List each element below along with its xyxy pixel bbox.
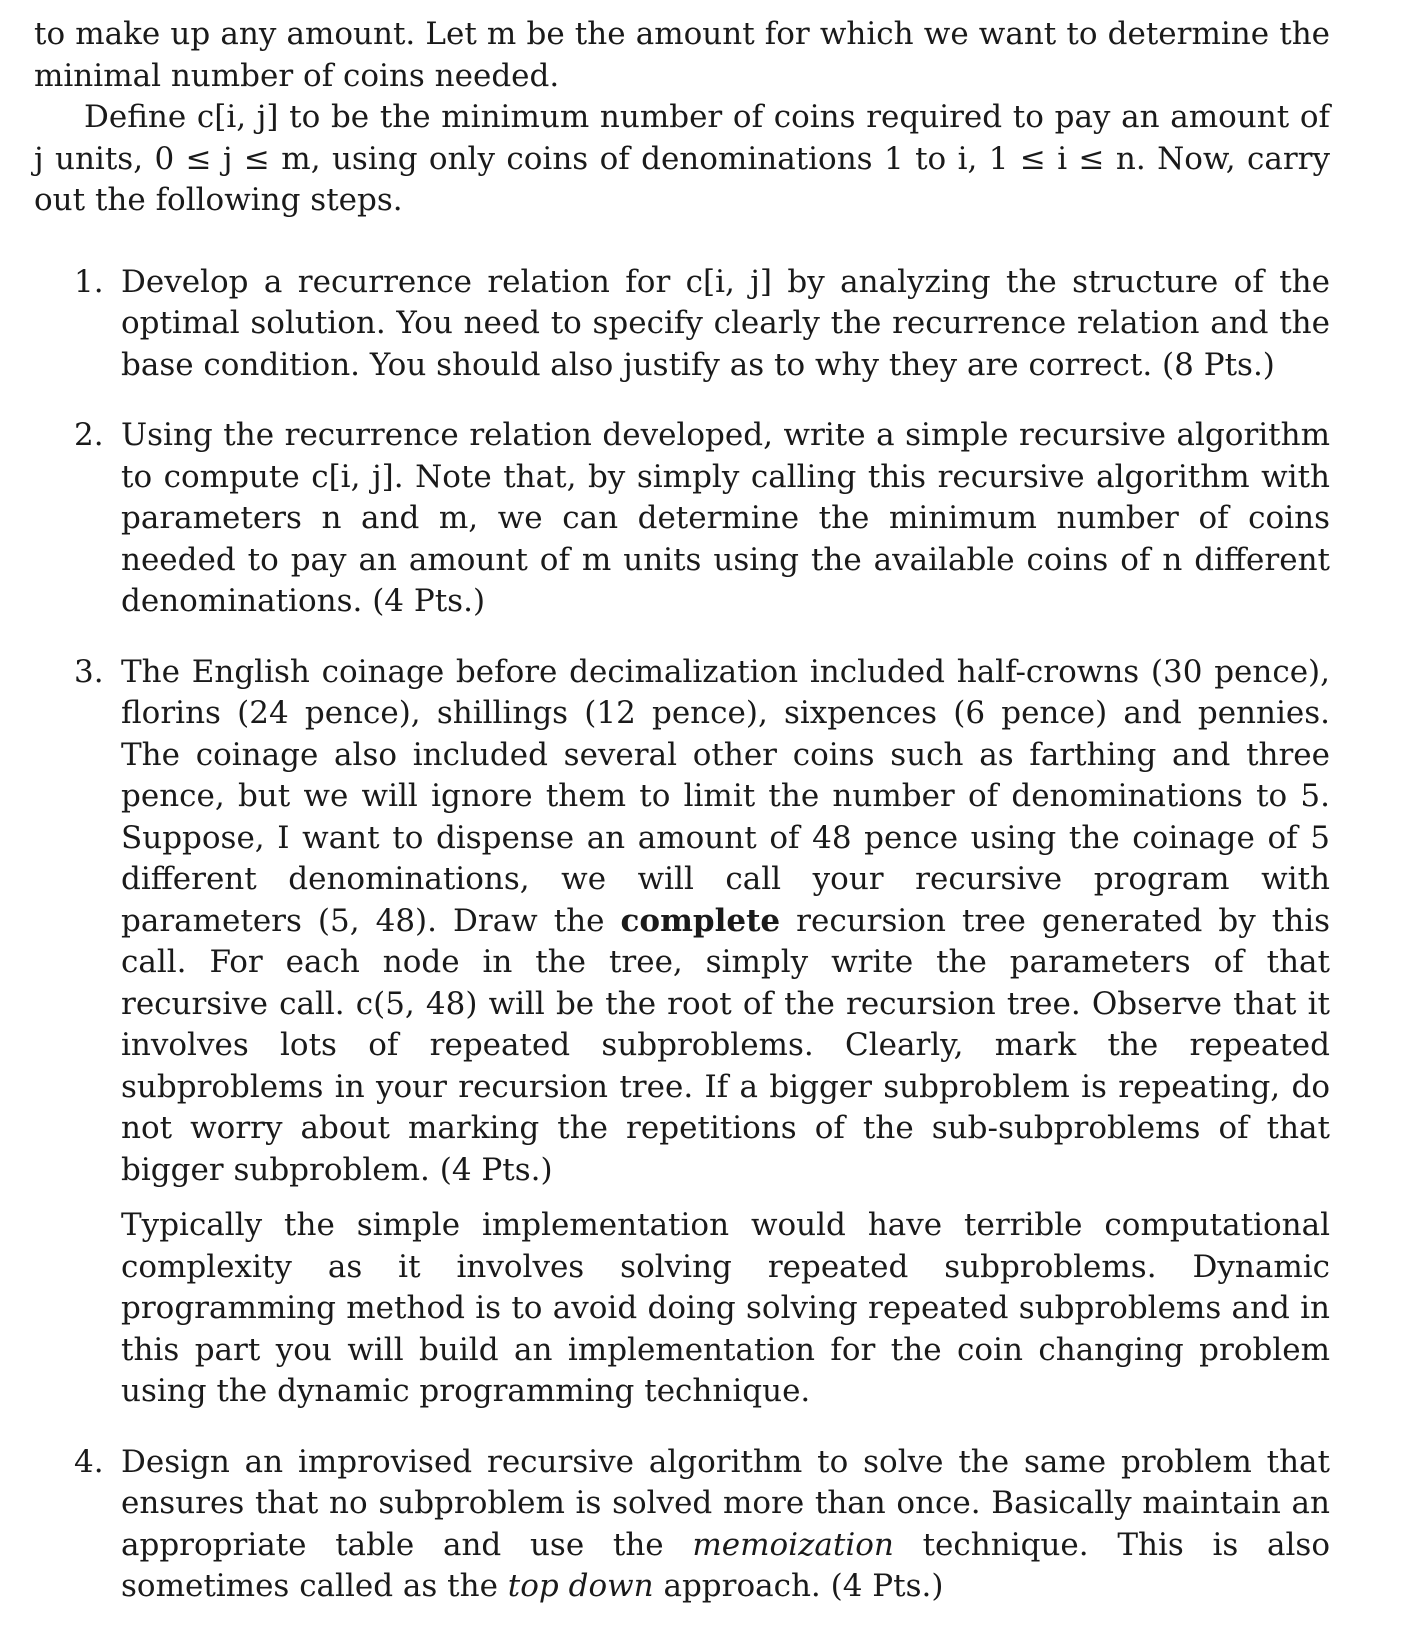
- item-text-c: approach. (4 Pts.): [663, 1568, 944, 1604]
- list-item: [34, 1442, 1330, 1608]
- item-text-b: technique. This is also sometimes called as the: [121, 1526, 1330, 1604]
- list-item: [34, 262, 1330, 387]
- item-text: [121, 1442, 1330, 1608]
- list-item: [34, 415, 1330, 623]
- item-text-a: Design an improvised recursive algorithm to solve the same problem that ensures that no subproblem is solved more than once. Basically maintain an appropriate table and use the: [121, 1443, 1330, 1563]
- item-text: Develop a recurrence relation for c[i, j] by analyzing the structure of the optimal solution. You need to specify clearly the recurrence relation and the base condition. You should also justify as to why they are correct. (8 Pts.): [121, 263, 1330, 383]
- item-number: 4.: [74, 1443, 104, 1480]
- item-text: [121, 652, 1330, 1192]
- emphasis-top-down: top down: [507, 1568, 654, 1604]
- item-text: Using the recurrence relation developed, write a simple recursive algorithm to compute c[i, j]. Note that, by simply calling this recursive algorithm with parameters n and m, we can determine the minimum number of coins needed to pay an amount of m units using the available coins of n different denominations. (4 Pts.): [121, 417, 1330, 619]
- item-number: 3.: [74, 653, 104, 690]
- item-text-after: recursion tree generated by this call. For each node in the tree, simply write the parameters of that recursive call. c(5, 48) will be the root of the recursion tree. Observe that it involves lots of repeated subproblems. Clearly, mark the repeated subproblems in your recursion tree. If a bigger subproblem is repeating, do not worry about marking the repetitions of the sub-subproblems of that bigger subproblem. (4 Pts.): [121, 902, 1331, 1188]
- document-page: [34, 14, 1330, 1637]
- item-text-before: The English coinage before decimalization included half-crowns (30 pence), florins (24 pence), shillings (12 pence), sixpences (6 pence) and pennies. The coinage also included several other coins such as farthing and three pence, but we will ignore them to limit the number of denominations to 5. Suppose, I want to dispense an amount of 48 pence using the coinage of 5 different denominations, we will call your recursive program with parameters (5, 48). Draw the: [121, 653, 1330, 939]
- item-followup-paragraph: Typically the simple implementation would have terrible computational complexity as it involves solving repeated subproblems. Dynamic programming method is to avoid doing solving repeated subproblems and in this part you will build an implementation for the coin changing problem using the dynamic programming technique.: [121, 1207, 1330, 1409]
- intro-paragraph-2: Define c[i, j] to be the minimum number of coins required to pay an amount of j units, 0 ≤ j ≤ m, using only coins of denominations 1 to i, 1 ≤ i ≤ n. Now, carry out the following steps.: [34, 99, 1330, 218]
- list-item: [34, 652, 1330, 1413]
- item-number: 1.: [74, 263, 104, 300]
- steps-list: [34, 262, 1330, 1608]
- emphasis-memoization: memoization: [692, 1526, 894, 1563]
- emphasis-bold: complete: [620, 902, 781, 939]
- intro-paragraph-1: to make up any amount. Let m be the amount for which we want to determine the minimal number of coins needed.: [34, 16, 1330, 94]
- item-number: 2.: [74, 417, 104, 453]
